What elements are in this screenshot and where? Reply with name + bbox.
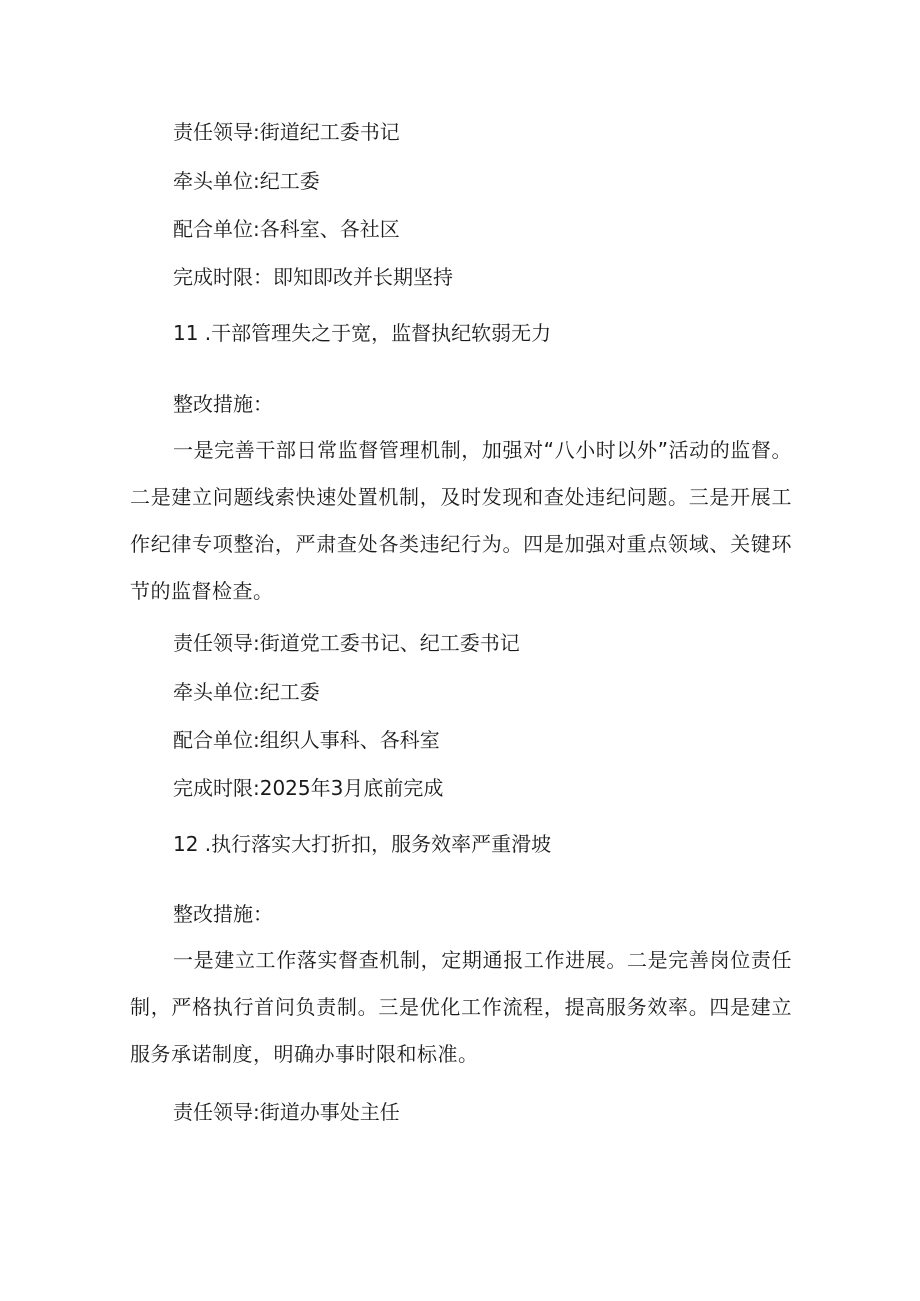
s11-heading: 11 .干部管理失之于宽，监督执纪软弱无力 (173, 321, 552, 345)
s10-cooperating-units: 配合单位:各科室、各社区 (173, 217, 400, 241)
s12-responsible-leader: 责任领导:街道办事处主任 (173, 1100, 400, 1124)
s11-responsible-leader: 责任领导:街道党工委书记、纪工委书记 (173, 631, 520, 655)
s10-responsible-leader: 责任领导:街道纪工委书记 (173, 120, 400, 144)
s12-measures-label: 整改措施： (173, 902, 273, 926)
s10-lead-unit: 牵头单位:纪工委 (173, 169, 320, 193)
s11-deadline: 完成时限:2025年3月底前完成 (173, 776, 444, 800)
s11-lead-unit: 牵头单位:纪工委 (173, 680, 320, 704)
s11-measures-text: 一是完善干部日常监督管理机制，加强对“八小时以外”活动的监督。二是建立问题线索快速处置机制，及时发现和查处违纪问题。三是开展工作纪律专项整治，严肃查处各类违纪行为。四是加强对重点领域、关键环节的监督检查。 (130, 438, 792, 603)
s11-measures-label: 整改措施： (173, 392, 273, 416)
s11-cooperating-units: 配合单位:组织人事科、各科室 (173, 728, 440, 752)
s12-measures-text: 一是建立工作落实督查机制，定期通报工作进展。二是完善岗位责任制，严格执行首问负责制。三是优化工作流程，提高服务效率。四是建立服务承诺制度，明确办事时限和标准。 (130, 948, 792, 1066)
s12-heading: 12 .执行落实大打折扣，服务效率严重滑坡 (173, 832, 552, 856)
s10-deadline: 完成时限：即知即改并长期坚持 (173, 265, 453, 289)
